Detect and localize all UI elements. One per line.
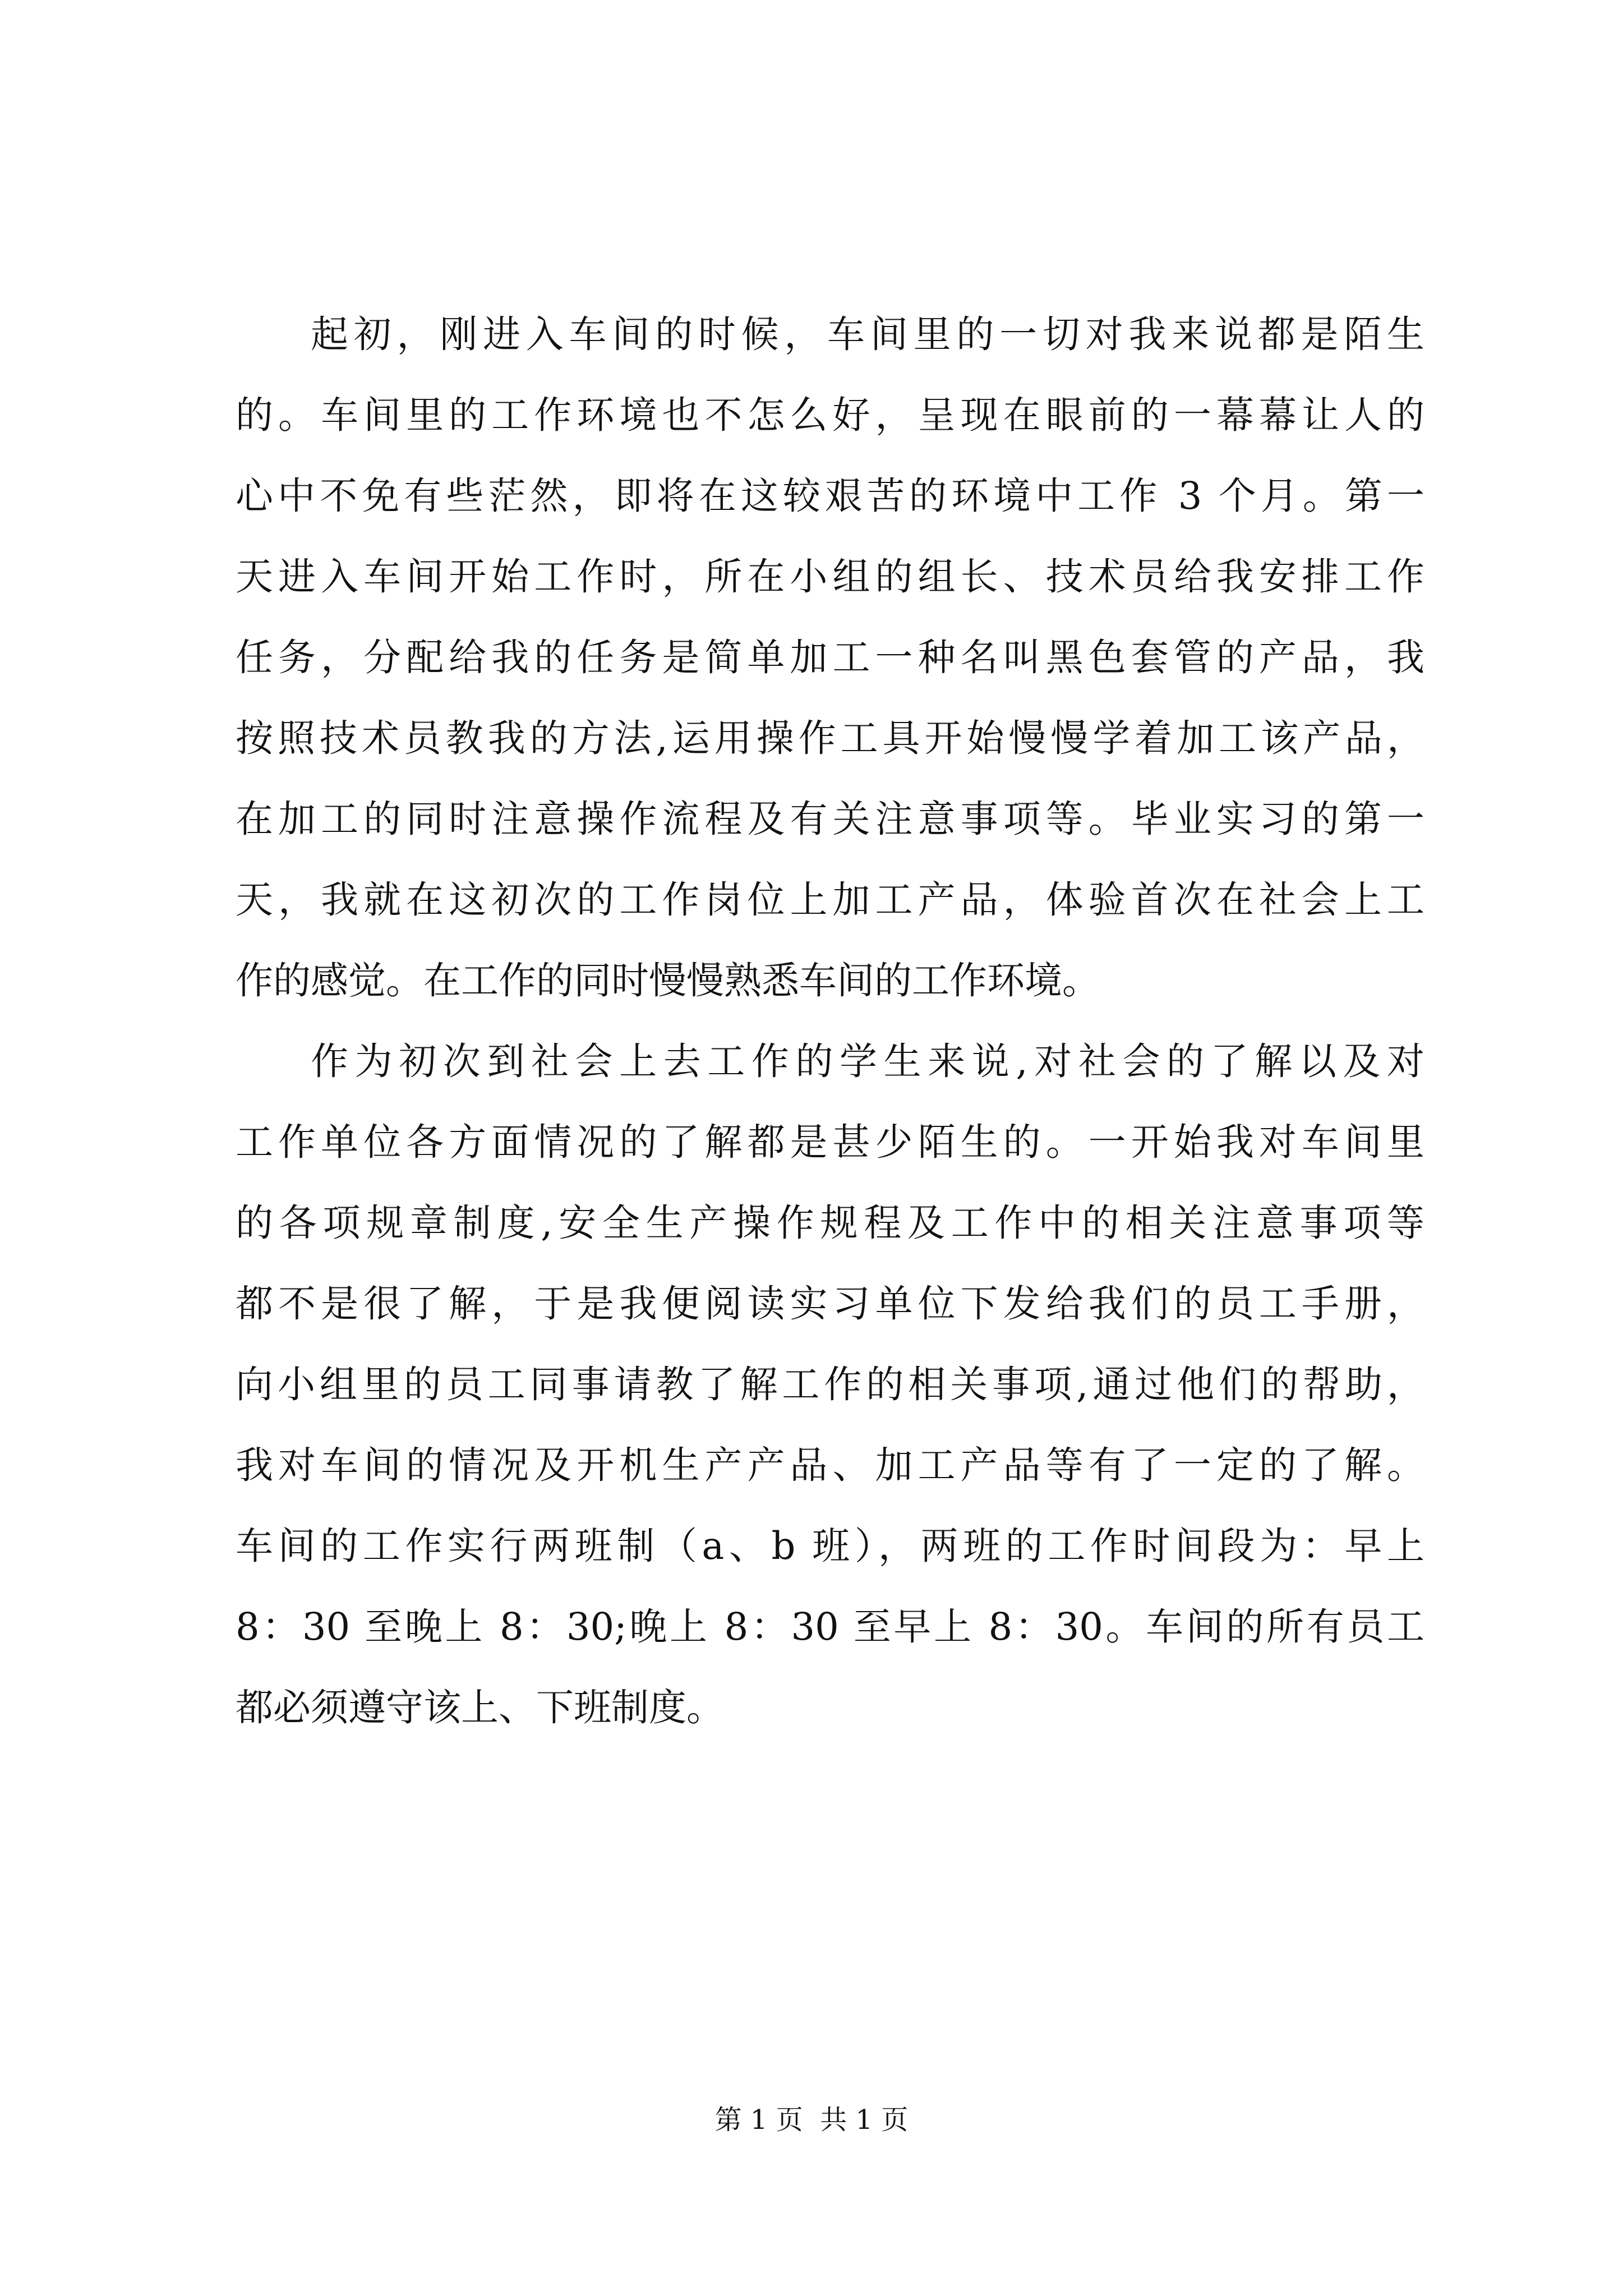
page-footer: 第 1 页 共 1 页 [714, 2104, 909, 2136]
paragraph-line: 天，我就在这初次的工作岗位上加工产品，体验首次在社会上工 [236, 878, 1424, 922]
paragraph-line: 的各项规章制度,安全生产操作规程及工作中的相关注意事项等 [236, 1201, 1424, 1245]
paragraph-2 [236, 1021, 1424, 1748]
paragraph-line: 向小组里的员工同事请教了解工作的相关事项,通过他们的帮助， [236, 1363, 1424, 1406]
paragraph-line: 起初，刚进入车间的时候，车间里的一切对我来说都是陌生 [311, 312, 1424, 356]
paragraph-line: 8：30 至晚上 8：30;晚上 8：30 至早上 8：30。车间的所有员工 [236, 1605, 1424, 1649]
paragraph-line: 都必须遵守该上、下班制度。 [236, 1686, 724, 1729]
paragraph-line: 任务，分配给我的任务是简单加工一种名叫黑色套管的产品，我 [236, 636, 1424, 679]
paragraph-line: 都不是很了解，于是我便阅读实习单位下发给我们的员工手册， [236, 1282, 1424, 1326]
paragraph-line: 按照技术员教我的方法,运用操作工具开始慢慢学着加工该产品， [236, 716, 1424, 760]
paragraph-line: 工作单位各方面情况的了解都是甚少陌生的。一开始我对车间里 [236, 1120, 1424, 1164]
paragraph-line: 车间的工作实行两班制（a、b 班），两班的工作时间段为：早上 [236, 1524, 1424, 1568]
paragraph-line: 的。车间里的工作环境也不怎么好，呈现在眼前的一幕幕让人的 [236, 393, 1424, 437]
paragraph-line: 在加工的同时注意操作流程及有关注意事项等。毕业实习的第一 [236, 797, 1424, 841]
paragraph-line: 我对车间的情况及开机生产产品、加工产品等有了一定的了解。 [236, 1443, 1424, 1487]
paragraph-line: 作的感觉。在工作的同时慢慢熟悉车间的工作环境。 [236, 959, 1100, 1002]
document-body [236, 294, 1424, 1748]
paragraph-line: 心中不免有些茫然，即将在这较艰苦的环境中工作 3 个月。第一 [236, 474, 1424, 518]
paragraph-line: 作为初次到社会上去工作的学生来说,对社会的了解以及对 [311, 1039, 1424, 1083]
paragraph-line: 天进入车间开始工作时，所在小组的组长、技术员给我安排工作 [236, 555, 1424, 599]
paragraph-1 [236, 294, 1424, 1021]
